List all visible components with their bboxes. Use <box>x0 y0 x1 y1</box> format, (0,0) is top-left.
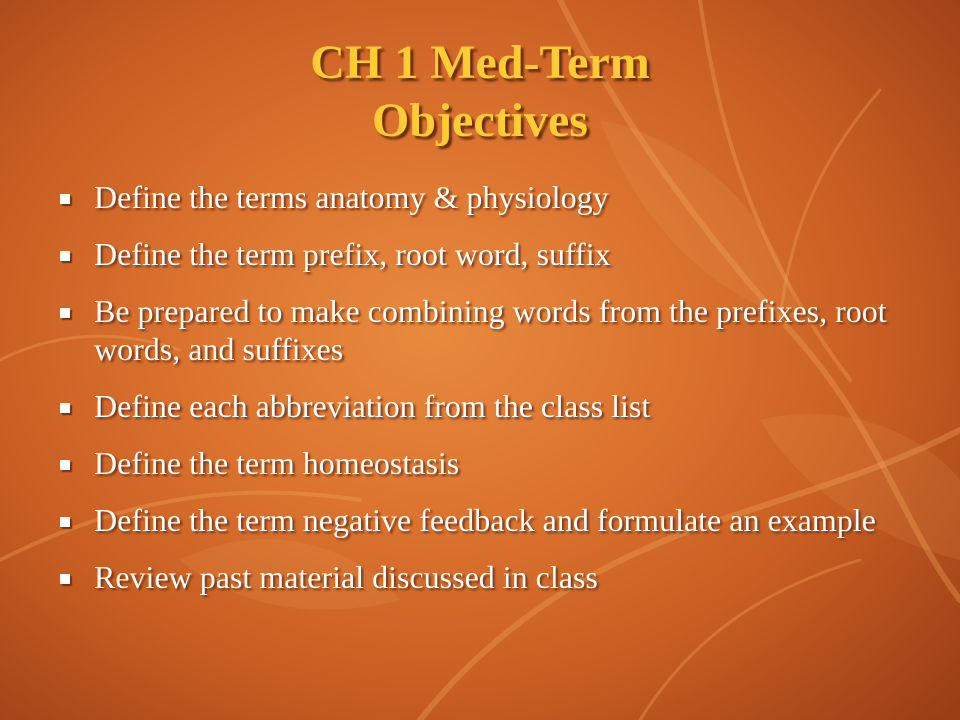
objective-text: Define the term homeostasis <box>94 445 460 481</box>
objective-text: Review past material discussed in class <box>94 559 598 595</box>
list-item <box>56 235 906 273</box>
objective-text: Define the term prefix, root word, suffix <box>94 236 611 272</box>
objective-text: Define each abbreviation from the class list <box>94 388 651 424</box>
square-bullet-icon <box>60 517 70 527</box>
list-item <box>56 178 906 216</box>
list-item <box>56 501 906 539</box>
square-bullet-icon <box>60 194 70 204</box>
square-bullet-icon <box>60 308 70 318</box>
square-bullet-icon <box>60 403 70 413</box>
list-item <box>56 292 906 368</box>
square-bullet-icon <box>60 251 70 261</box>
objectives-list <box>56 178 906 615</box>
square-bullet-icon <box>60 574 70 584</box>
list-item <box>56 444 906 482</box>
objective-text: Define the term negative feedback and formulate an example <box>94 502 876 538</box>
title-line-1: CH 1 Med-Term <box>310 36 650 89</box>
objective-text: Define the terms anatomy & physiology <box>94 179 609 215</box>
objective-text: Be prepared to make combining words from the prefixes, root words, and suffixes <box>94 293 887 367</box>
list-item <box>56 387 906 425</box>
square-bullet-icon <box>60 460 70 470</box>
title-line-2: Objectives <box>372 94 588 147</box>
slide-title <box>0 34 960 150</box>
list-item <box>56 558 906 596</box>
